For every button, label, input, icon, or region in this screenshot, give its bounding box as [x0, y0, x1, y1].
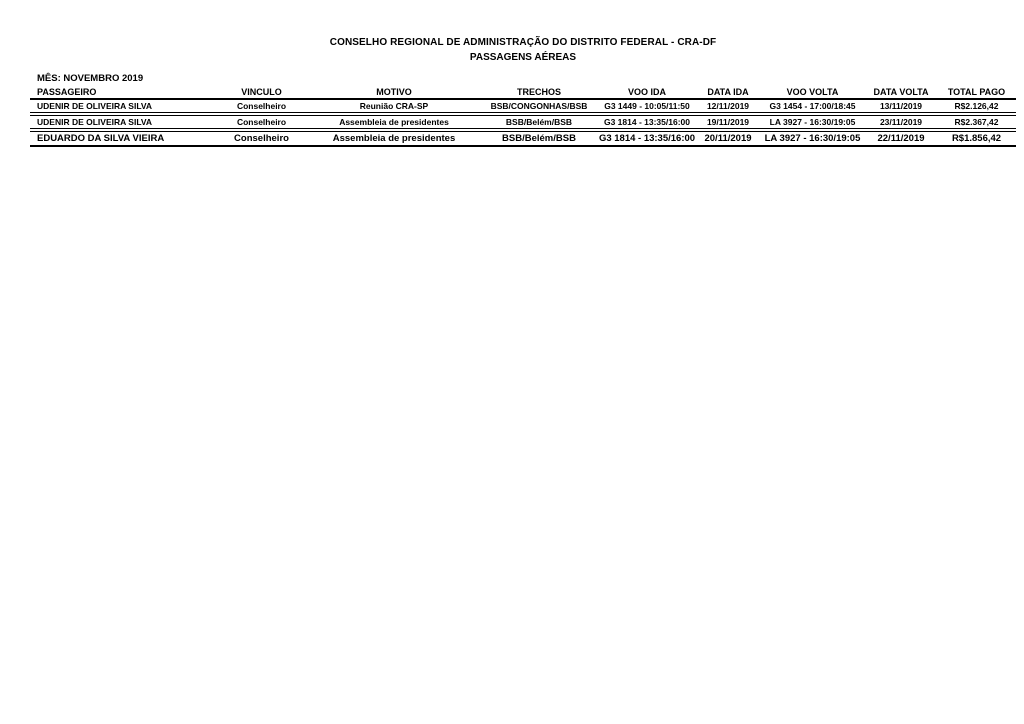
cell-voo_ida: G3 1814 - 13:35/16:00	[603, 117, 690, 127]
cell-data_ida: 12/11/2019	[706, 101, 750, 111]
column-header-data_ida: DATA IDA	[707, 87, 749, 97]
document-subtitle: PASSAGENS AÉREAS	[469, 52, 577, 63]
cell-voo_volta: LA 3927 - 16:30/19:05	[764, 133, 861, 144]
column-header-voo_ida: VOO IDA	[627, 87, 666, 97]
cell-data_volta: 23/11/2019	[879, 117, 923, 127]
cell-vinculo: Conselheiro	[236, 117, 287, 127]
document-content	[30, 0, 1016, 147]
cell-passageiro: UDENIR DE OLIVEIRA SILVA	[37, 117, 153, 127]
cell-vinculo: Conselheiro	[236, 101, 287, 111]
column-header-total_pago: TOTAL PAGO	[947, 87, 1006, 97]
cell-data_volta: 22/11/2019	[877, 133, 925, 144]
cell-data_ida: 19/11/2019	[706, 117, 750, 127]
cell-total_pago: R$1.856,42	[951, 133, 1002, 144]
cell-voo_ida: G3 1449 - 10:05/11:50	[604, 101, 690, 111]
column-header-passageiro: PASSAGEIRO	[37, 87, 97, 97]
cell-passageiro: EDUARDO DA SILVA VIEIRA	[37, 133, 165, 144]
table-header-row	[30, 87, 1016, 100]
cell-voo_ida: G3 1814 - 13:35/16:00	[598, 133, 696, 144]
month-label: MÊS: NOVEMBRO 2019	[37, 73, 144, 84]
cell-trechos: BSB/Belém/BSB	[502, 133, 576, 144]
column-header-vinculo: VINCULO	[241, 87, 282, 97]
column-header-voo_volta: VOO VOLTA	[786, 87, 839, 97]
cell-total_pago: R$2.367,42	[954, 117, 999, 127]
cell-motivo: Assembleia de presidentes	[332, 133, 456, 144]
column-header-motivo: MOTIVO	[376, 87, 412, 97]
column-header-trechos: TRECHOS	[516, 87, 561, 97]
table-row	[30, 131, 1016, 147]
cell-voo_volta: LA 3927 - 16:30/19:05	[769, 117, 856, 127]
cell-vinculo: Conselheiro	[234, 133, 289, 144]
table-row	[30, 100, 1016, 113]
column-header-data_volta: DATA VOLTA	[873, 87, 929, 97]
table-body	[30, 100, 1016, 147]
cell-data_volta: 13/11/2019	[879, 101, 923, 111]
table-row	[30, 115, 1016, 129]
cell-voo_volta: G3 1454 - 17:00/18:45	[769, 101, 856, 111]
cell-trechos: BSB/CONGONHAS/BSB	[490, 101, 588, 111]
cell-passageiro: UDENIR DE OLIVEIRA SILVA	[37, 101, 153, 111]
cell-motivo: Assembleia de presidentes	[339, 117, 449, 127]
document-title: CONSELHO REGIONAL DE ADMINISTRAÇÃO DO DISTRITO FEDERAL - CRA-DF	[329, 37, 717, 48]
cell-trechos: BSB/Belém/BSB	[505, 117, 573, 127]
cell-total_pago: R$2.126,42	[954, 101, 999, 111]
cell-data_ida: 20/11/2019	[704, 133, 752, 144]
cell-motivo: Reunião CRA-SP	[359, 101, 429, 111]
passagens-table	[30, 87, 1016, 147]
